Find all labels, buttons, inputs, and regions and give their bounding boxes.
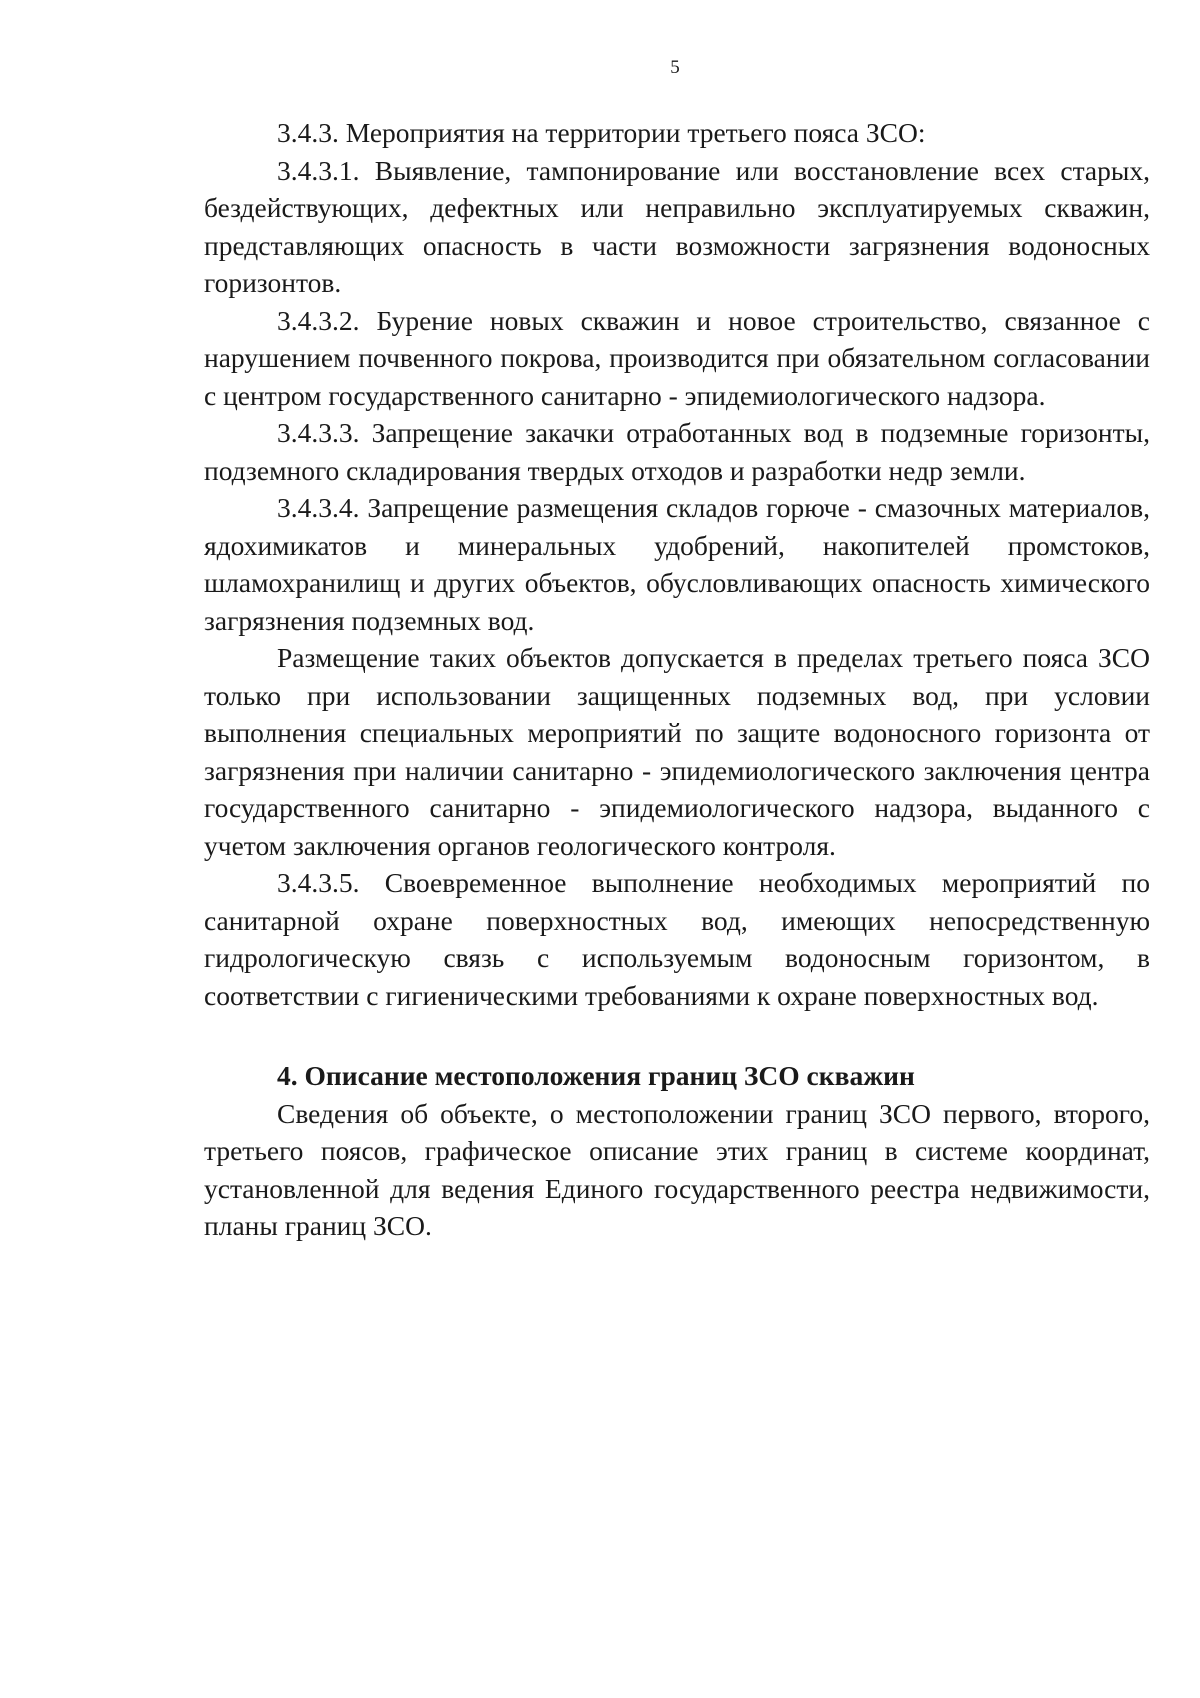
item-3-4-3-1: 3.4.3.1. Выявление, тампонирование или восстановление всех старых, бездействующих, дефектных или неправильно эксплуатируемых скважин, представляющих опасность в части возможности загрязнения водоносных горизонтов.	[204, 154, 1150, 298]
section-3-4-3-intro: 3.4.3. Мероприятия на территории третьего пояса ЗСО:	[277, 117, 926, 148]
item-3-4-3-5: 3.4.3.5. Своевременное выполнение необходимых мероприятий по санитарной охране поверхностных вод, имеющих непосредственную гидрологическую связь с используемым водоносным горизонтом, в соответствии с гигиеническими требованиями к охране поверхностных вод.	[204, 867, 1150, 1011]
document-body	[204, 114, 1150, 1245]
item-3-4-3-4-note: Размещение таких объектов допускается в пределах третьего пояса ЗСО только при использовании защищенных подземных вод, при условии выполнения специальных мероприятий по защите водоносного горизонта от загрязнения при наличии санитарно - эпидемиологического заключения центра государственного санитарно - эпидемиологического надзора, выданного с учетом заключения органов геологического контроля.	[204, 642, 1150, 861]
item-3-4-3-3: 3.4.3.3. Запрещение закачки отработанных вод в подземные горизонты, подземного складирования твердых отходов и разработки недр земли.	[204, 417, 1150, 486]
section-4-heading: 4. Описание местоположения границ ЗСО скважин	[277, 1060, 915, 1091]
section-4-text: Сведения об объекте, о местоположении границ ЗСО первого, второго, третьего поясов, графическое описание этих границ в системе координат, установленной для ведения Единого государственного реестра недвижимости, планы границ ЗСО.	[204, 1097, 1150, 1241]
item-3-4-3-4: 3.4.3.4. Запрещение размещения складов горюче - смазочных материалов, ядохимикатов и минеральных удобрений, накопителей промстоков, шламохранилищ и других объектов, обусловливающих опасность химического загрязнения подземных вод.	[204, 492, 1150, 636]
item-3-4-3-2: 3.4.3.2. Бурение новых скважин и новое строительство, связанное с нарушением почвенного покрова, производится при обязательном согласовании с центром государственного санитарно - эпидемиологического надзора.	[204, 304, 1150, 411]
page-number: 5	[670, 57, 680, 78]
